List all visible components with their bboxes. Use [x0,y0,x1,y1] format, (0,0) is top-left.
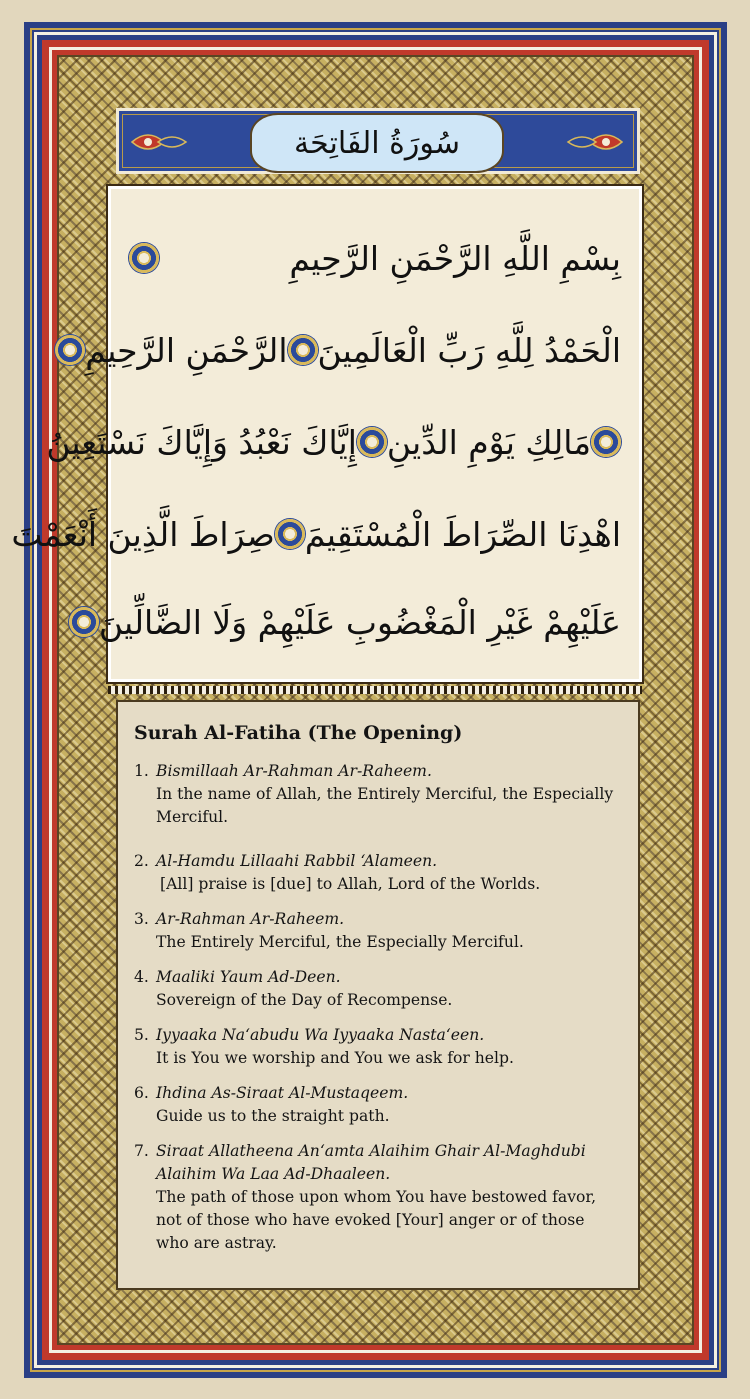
verse-english: In the name of Allah, the Entirely Merciful, the Especially Merciful. [156,785,614,826]
verse-transliteration: Maaliki Yaum Ad-Deen. [156,968,341,986]
translation-panel [116,700,640,1290]
arabic-line-5 [98,587,621,657]
verse-end-medallion-icon [275,519,305,549]
title-cartouche [250,113,504,173]
verse-number: 5. [134,1026,149,1044]
arabic-line-2 [85,315,621,385]
arabic-segment: صِرَاطَ الَّذِينَ أَنْعَمْتَ [11,514,275,554]
arabic-line-3 [46,407,621,477]
arabic-segment: بِسْمِ اللَّهِ الرَّحْمَنِ الرَّحِيمِ [289,238,621,278]
verse-end-medallion-icon [288,335,318,365]
verse-number: 4. [134,968,149,986]
arabic-segment: مَالِكِ يَوْمِ الدِّينِ [386,422,591,462]
arabic-line-4 [11,499,621,569]
verse-transliteration: Ihdina As-Siraat Al-Mustaqeem. [156,1084,409,1102]
arabic-segment: إِيَّاكَ نَعْبُدُ وَإِيَّاكَ نَسْتَعِينُ [46,422,357,462]
verse-transliteration: Bismillaah Ar-Rahman Ar-Raheem. [156,762,432,780]
verse-item-continued [134,1186,610,1255]
panel-divider [108,686,642,694]
arabic-text-panel [11,186,642,682]
verse-item [134,1140,610,1186]
verse-number: 6. [134,1084,149,1102]
arabic-segment: عَلَيْهِمْ غَيْرِ الْمَغْضُوبِ عَلَيْهِمْ وَلَا الضَّالِّينَ [98,602,621,642]
verse-english: Sovereign of the Day of Recompense. [156,991,453,1009]
arabic-segment: الرَّحْمَنِ الرَّحِيمِ [85,330,288,370]
arabic-segment: الْحَمْدُ لِلَّهِ رَبِّ الْعَالَمِينَ [317,330,621,370]
verse-transliteration: Siraat Allatheena An‘amta Alaihim Ghair Al-Maghdubi Alaihim Wa Laa Ad-Dhaaleen. [156,1142,586,1183]
verse-end-medallion-icon [357,427,387,457]
verse-number: 7. [134,1142,149,1160]
arabic-surah-title: سُورَةُ الفَاتِحَة [294,125,460,161]
verse-transliteration: Ar-Rahman Ar-Raheem. [156,910,345,928]
left-floral-ornament-icon [128,120,188,164]
verse-number: 2. [134,852,149,870]
verse-item [134,850,628,896]
verse-item [134,1024,628,1070]
verse-number: 3. [134,910,149,928]
translation-title: Surah Al-Fatiha (The Opening) [134,722,463,744]
verse-item [134,760,628,829]
verse-english: It is You we worship and You we ask for help. [156,1049,514,1067]
verse-end-medallion-icon [129,243,159,273]
verse-item [134,908,628,954]
verse-end-medallion-icon [591,427,621,457]
right-floral-ornament-icon [566,120,626,164]
verse-english: The path of those upon whom You have bestowed favor, not of those who have evoked [Your] anger or of those who are astray. [156,1188,597,1252]
verse-end-medallion-icon [69,607,99,637]
verse-item [134,966,628,1012]
arabic-segment: اهْدِنَا الصِّرَاطَ الْمُسْتَقِيمَ [304,514,621,554]
verse-number: 1. [134,762,149,780]
verse-item [134,1082,628,1128]
arabic-line-1 [129,223,621,293]
verse-transliteration: Iyyaaka Na‘abudu Wa Iyyaaka Nasta‘een. [156,1026,485,1044]
verse-english: [All] praise is [due] to Allah, Lord of the Worlds. [160,875,541,893]
verse-english: Guide us to the straight path. [156,1107,390,1125]
verse-english: The Entirely Merciful, the Especially Merciful. [156,933,524,951]
verse-transliteration: Al-Hamdu Lillaahi Rabbil ‘Alameen. [156,852,438,870]
